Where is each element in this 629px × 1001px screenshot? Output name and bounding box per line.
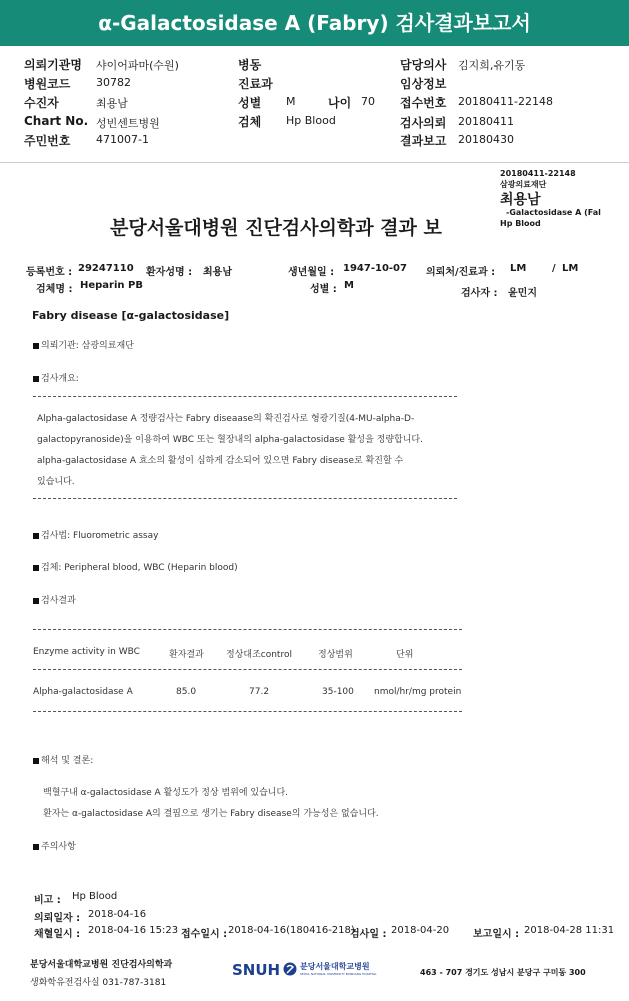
divider xyxy=(33,669,462,670)
table-header-unit: 단위 xyxy=(396,650,414,660)
request-date-value: 2018-04-16 xyxy=(88,909,147,920)
label-age: 나이 xyxy=(328,96,352,110)
hospital-address: 463 - 707 경기도 성남시 분당구 구미동 300 xyxy=(420,968,586,977)
dept-label: 의뢰처/진료과 : xyxy=(426,267,496,278)
overview-line-3: alpha-galactosidase A 효소의 활성이 심하게 감소되어 있으면 Fabry disease로 확진할 수 xyxy=(37,456,404,466)
specimen-line: 검체: Peripheral blood, WBC (Heparin blood) xyxy=(33,560,238,573)
value-institution: 샤이어파마(수원) xyxy=(96,59,179,72)
request-date-label: 의뢰일자 : xyxy=(34,913,81,924)
stamp-org: 삼광의료재단 xyxy=(500,180,547,189)
notes-heading: 주의사항 xyxy=(33,839,76,852)
dob-label: 생년월일 : xyxy=(288,267,335,278)
interpretation-line-1: 백혈구내 α-galactosidase A 활성도가 정상 범위에 있습니다. xyxy=(43,788,289,798)
value-report-date: 20180430 xyxy=(458,133,514,146)
table-cell-patient: 85.0 xyxy=(176,687,197,697)
table-header-control: 정상대조control xyxy=(226,650,292,660)
interpretation-line-2: 환자는 α-galactosidase A의 결핍으로 생기는 Fabry disease의 가능성은 없습니다. xyxy=(43,809,379,819)
tester-value: 윤민지 xyxy=(508,288,537,299)
value-age: 70 xyxy=(361,95,375,108)
report-time-value: 2018-04-28 11:31 xyxy=(524,925,615,936)
bullet-icon xyxy=(33,598,39,604)
bullet-icon xyxy=(33,376,39,382)
draw-time-label: 채혈일시 : xyxy=(34,929,81,940)
note-label: 비고 : xyxy=(34,895,61,906)
value-doctor: 김지희,유기동 xyxy=(458,59,526,72)
label-doctor: 담당의사 xyxy=(400,58,447,72)
divider xyxy=(33,629,462,630)
table-header-patient: 환자결과 xyxy=(169,650,204,660)
table-header-enzyme: Enzyme activity in WBC xyxy=(33,647,140,657)
patient-name-value: 최용남 xyxy=(203,267,232,278)
stamp-number: 20180411-22148 xyxy=(500,169,576,178)
scanned-report xyxy=(0,162,629,1001)
overview-line-4: 있습니다. xyxy=(37,477,75,487)
value-specimen: Hp Blood xyxy=(286,114,336,127)
note-value: Hp Blood xyxy=(72,891,118,902)
report-sex-value: M xyxy=(344,280,354,291)
label-accession-no: 접수번호 xyxy=(400,96,447,110)
snuh-emblem-icon xyxy=(283,962,297,976)
receive-time-label: 접수일시 : xyxy=(181,929,228,940)
specimen-name-label: 검체명 : xyxy=(36,284,73,295)
specimen-name-value: Heparin PB xyxy=(80,280,143,291)
label-resident-no: 주민번호 xyxy=(24,134,71,148)
reg-no-value: 29247110 xyxy=(78,263,134,274)
result-heading: 검사결과 xyxy=(33,593,76,606)
value-sex: M xyxy=(286,95,296,108)
value-accession-no: 20180411-22148 xyxy=(458,95,553,108)
table-header-range: 정상범위 xyxy=(318,650,353,660)
table-cell-unit: nmol/hr/mg protein xyxy=(374,687,462,697)
stamp-test: -Galactosidase A (Fal xyxy=(506,208,601,217)
value-request-date: 20180411 xyxy=(458,115,514,128)
report-sex-label: 성별 : xyxy=(310,284,337,295)
draw-time-value: 2018-04-16 15:23 xyxy=(88,925,179,936)
table-cell-control: 77.2 xyxy=(249,687,270,697)
dept-separator: / xyxy=(552,263,556,274)
table-cell-enzyme: Alpha-galactosidase A xyxy=(33,687,133,697)
divider xyxy=(33,711,462,712)
interpretation-heading: 해석 및 결론: xyxy=(33,753,93,766)
value-patient: 최용남 xyxy=(96,97,128,110)
method-line: 검사법: Fluorometric assay xyxy=(33,528,158,541)
report-time-label: 보고일시 : xyxy=(473,929,520,940)
hospital-report-title: 분당서울대병원 진단검사의학과 결과 보 xyxy=(110,217,442,239)
stamp-name: 최용남 xyxy=(500,192,541,208)
title-bar xyxy=(0,0,629,46)
label-request-date: 검사의뢰 xyxy=(400,116,447,130)
label-report-date: 결과보고 xyxy=(400,134,447,148)
label-sex: 성별 xyxy=(238,96,262,110)
test-date-label: 검사일 : xyxy=(350,929,387,940)
lab-department: 분당서울대학교병원 진단검사의학과 xyxy=(30,960,173,970)
label-patient: 수진자 xyxy=(24,96,59,110)
tester-label: 검사자 : xyxy=(461,288,498,299)
divider xyxy=(33,498,457,499)
label-chart-no: Chart No. xyxy=(24,114,89,128)
dept-value: LM xyxy=(510,263,527,274)
logo-name: 분당서울대학교병원 xyxy=(300,962,370,971)
test-date-value: 2018-04-20 xyxy=(391,925,450,936)
label-hospital-code: 병원코드 xyxy=(24,77,71,91)
dept-value-2: LM xyxy=(562,263,579,274)
bullet-icon xyxy=(33,844,39,850)
reg-no-label: 등록번호 : xyxy=(26,267,73,278)
stamp-sample: Hp Blood xyxy=(500,219,541,228)
divider xyxy=(33,396,457,397)
institution-line: 의뢰기관: 삼광의료재단 xyxy=(33,338,134,351)
bullet-icon xyxy=(33,758,39,764)
bullet-icon xyxy=(33,343,39,349)
bullet-icon xyxy=(33,533,39,539)
table-cell-range: 35-100 xyxy=(322,687,354,697)
overview-line-2: galactopyranoside)을 이용하여 WBC 또는 혈장내의 alpha-galactosidase 활성을 정량합니다. xyxy=(37,435,423,445)
label-institution: 의뢰기관명 xyxy=(24,58,82,72)
logo-subtitle: SEOUL NATIONAL UNIVERSITY BUNDANG HOSPITAL xyxy=(300,972,377,976)
lab-contact: 생화학유전검사실 031-787-3181 xyxy=(30,978,167,988)
label-ward: 병동 xyxy=(238,58,262,72)
bullet-icon xyxy=(33,565,39,571)
overview-heading: 검사개요: xyxy=(33,371,79,384)
value-chart-no: 성빈센트병원 xyxy=(96,117,160,130)
patient-name-label: 환자성명 : xyxy=(146,267,193,278)
overview-line-1: Alpha-galactosidase A 정량검사는 Fabry diseaase의 확진검사로 형광기질(4-MU-alpha-D- xyxy=(37,414,415,424)
dob-value: 1947-10-07 xyxy=(343,263,407,274)
receive-time-value: 2018-04-16(180416-218) xyxy=(228,925,355,936)
logo-text: SNUH xyxy=(232,961,281,979)
label-specimen: 검체 xyxy=(238,115,262,129)
report-title: α-Galactosidase A (Fabry) 검사결과보고서 xyxy=(98,11,531,35)
label-clinical-info: 임상정보 xyxy=(400,77,447,91)
label-department: 진료과 xyxy=(238,77,273,91)
test-name: Fabry disease [α-galactosidase] xyxy=(32,309,230,322)
value-hospital-code: 30782 xyxy=(96,76,131,89)
value-resident-no: 471007-1 xyxy=(96,133,149,146)
